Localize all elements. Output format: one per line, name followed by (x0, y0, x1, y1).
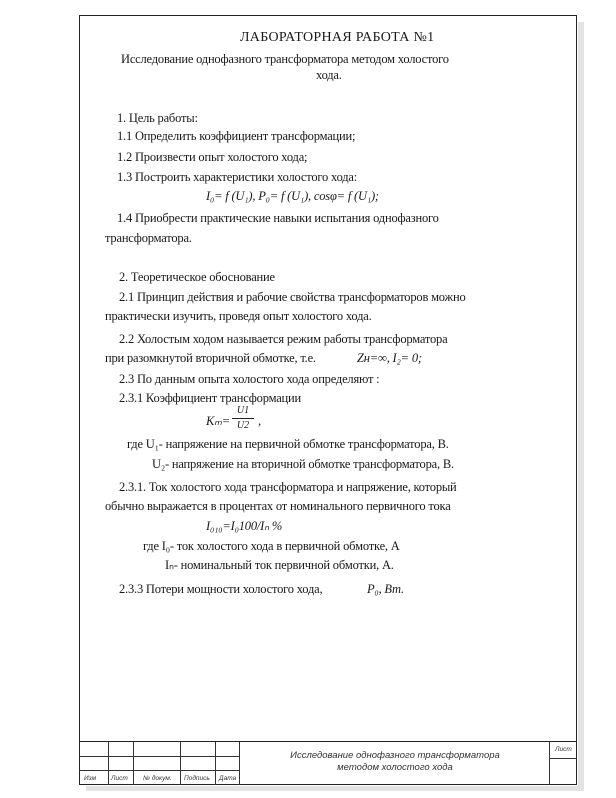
k-formula-lhs: Kₘ= (206, 414, 230, 428)
page-shadow-bottom (86, 786, 584, 791)
item-2-3-1b-line-2: обычно выражается в процентах от номинального первичного тока (105, 499, 451, 513)
where-u2: U₂- напряжение на вторичной обмотке трансформатора, В. (152, 457, 454, 471)
fraction-line (232, 418, 254, 419)
section-2-heading: 2. Теоретическое обоснование (119, 270, 275, 284)
item-2-3-3: 2.3.3 Потери мощности холостого хода, (119, 582, 323, 596)
item-1-1: 1.1 Определить коэффициент трансформации; (117, 129, 356, 143)
tb-divider (180, 742, 181, 785)
tb-divider (549, 742, 550, 785)
tb-col-izm: Изм (84, 775, 97, 782)
item-2-2-line-2: при разомкнутой вторичной обмотке, т.е. (105, 351, 316, 365)
tb-col-doc: № докум. (143, 775, 172, 782)
item-1-4-line-1: 1.4 Приобрести практические навыки испытания однофазного (117, 211, 439, 225)
page-shadow-right (578, 22, 584, 790)
tb-row-line (79, 770, 239, 771)
tb-doc-title-line-1: Исследование однофазного трансформатора (290, 750, 500, 761)
tb-col-sign: Подпись (184, 775, 210, 782)
section-1-heading: 1. Цель работы: (117, 111, 198, 125)
title-block (79, 741, 577, 785)
tb-col-list: Лист (111, 775, 128, 782)
tb-sheet-line (549, 758, 577, 759)
where-in: Iₙ- номинальный ток первичной обмотки, А. (165, 558, 394, 572)
item-2-3: 2.3 По данным опыта холостого хода определяют : (119, 372, 380, 386)
item-2-3-3-units: P₀, Вт. (367, 582, 404, 596)
item-1-3: 1.3 Построить характеристики холостого хода: (117, 170, 358, 184)
where-i0: где I₀- ток холостого хода в первичной обмотке, А (143, 539, 400, 553)
item-2-3-1b-line-1: 2.3.1. Ток холостого хода трансформатора и напряжение, который (119, 480, 457, 494)
item-1-2: 1.2 Произвести опыт холостого хода; (117, 150, 308, 164)
tb-doc-title-line-2: методом холостого хода (337, 762, 453, 773)
item-1-4-line-2: трансформатора. (105, 231, 192, 245)
tb-divider (133, 742, 134, 785)
k-denominator: U2 (236, 420, 250, 431)
tb-sheet-label: Лист (555, 746, 572, 753)
page-title: ЛАБОРАТОРНАЯ РАБОТА №1 (240, 30, 435, 45)
subtitle-line-2: хода. (316, 68, 342, 82)
tb-divider (239, 742, 240, 785)
formula-characteristics: I₀= f (U₁), P₀= f (U₁), cosφ= f (U₁); (206, 189, 379, 203)
item-2-2-line-1: 2.2 Холостым ходом называется режим работы трансформатора (119, 332, 448, 346)
tb-col-date: Дата (219, 775, 237, 782)
item-2-1-line-1: 2.1 Принцип действия и рабочие свойства трансформаторов можно (119, 290, 466, 304)
tb-row-line (79, 756, 239, 757)
item-2-1-line-2: практически изучить, проведя опыт холостого хода. (105, 309, 372, 323)
k-formula-tail: , (258, 414, 261, 428)
tb-divider (108, 742, 109, 785)
formula-open-circuit: Zн=∞, I₂= 0; (357, 351, 422, 365)
k-numerator: U1 (236, 405, 250, 416)
where-u1: где U₁- напряжение на первичной обмотке трансформатора, В. (127, 437, 449, 451)
subtitle-line-1: Исследование однофазного трансформатора методом холостого (121, 52, 449, 66)
formula-no-load-current: I₀₁₀=I₀100/Iₙ % (206, 519, 283, 533)
tb-divider (215, 742, 216, 785)
item-2-3-1: 2.3.1 Коэффициент трансформации (119, 391, 302, 405)
